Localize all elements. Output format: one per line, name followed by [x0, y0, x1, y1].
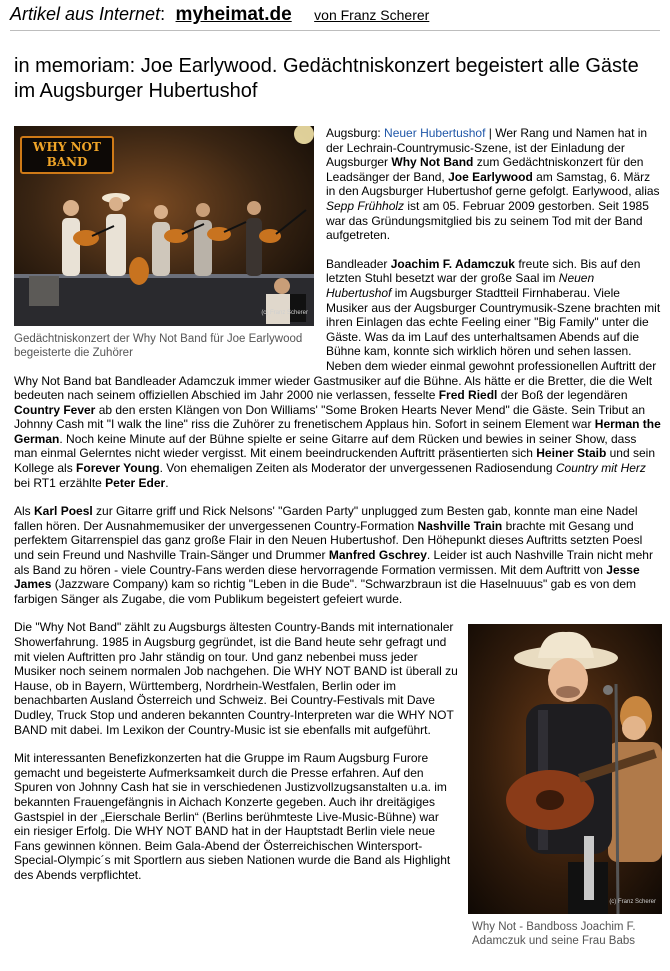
p2-text-9: bei RT1 erzählte — [14, 475, 106, 490]
p3-karl-poesl: Karl Poesl — [34, 504, 93, 519]
p2-text-1: Bandleader — [326, 256, 391, 271]
p2-fred-riedl: Fred Riedl — [438, 388, 498, 403]
p3-manfred-gschrey: Manfred Gschrey — [328, 548, 427, 563]
p2-text-3: im Augsburger Stadtteil Firnhaberau. Viele Musiker aus der Augsburger Countrymusik-Szene brachten mit ihren Einlagen das echte Feeling einer "Big Family" unter die Gäste. Was da im Lauf des unterhaltsamen Abends auf die Bühne kam, konnte sich wirklich hören und sehen lassen. Neben dem wieder einmal gewohnt professionellen Auftritt der Why Not Band bat Bandleader Adamczuk immer wieder Gastmusiker auf die Bühne. Als hätte er die Bretter, die die Welt bedeuten nach seinem offiziellen Abschied im Jahr 2000 nie verlassen, fesselte — [14, 285, 661, 403]
p2-text-7: und sein Kollege als — [14, 446, 655, 476]
p2-text-2: freute sich. Bis auf den letzten Stuhl besetzt war der große Saal im — [326, 256, 641, 286]
p2-text-6: . Noch keine Minute auf der Bühne spielte er seine Gitarre auf dem Rücken und bewies in seiner Show, dass man einmal Gelerntes nicht wieder vergisst. Mit einem beeindruckenden Auftritt präsentierten sich — [14, 431, 637, 461]
p1-band-name: Why Not Band — [391, 155, 474, 170]
p1-text-1: | Wer Rang und Namen hat in der Lechrain-Countrymusic-Szene, ist der Einladung der Augsburger — [326, 126, 648, 170]
p2-heiner-staib: Heiner Staib — [536, 446, 607, 461]
p3-text-1: Als — [14, 504, 35, 519]
duo-photo-figure — [468, 624, 662, 948]
p1-alias: Sepp Frühholz — [326, 198, 405, 213]
band-photo-figure — [14, 126, 314, 360]
band-banner-text: WHY NOT BAND — [33, 140, 101, 169]
p3-text-4: . Leider ist auch Nashville Train nicht mehr als Band zu hören - viele Country-Fans werden diese hervorragende Formation vermissen. Mit dem Auftritt von — [14, 548, 653, 577]
p3-text-5: (Jazzware Company) kam so richtig "Leben in die Bude". "Schwarzbraun ist die Haselnuuus" gab es von dem farbigen Sänger als Zugabe, die vom Publikum begeistert gefeiert wurde. — [14, 577, 637, 606]
p2-venue: Neuen Hubertushof — [326, 271, 595, 300]
p1-place: Augsburg: — [326, 126, 385, 140]
article-body — [14, 126, 662, 948]
p2-text-4: der Boß der legendären — [497, 388, 628, 403]
p2-forever-young: Forever Young — [76, 461, 160, 476]
p3-nashville-train: Nashville Train — [417, 518, 503, 533]
paragraph-4: Die "Why Not Band" zählt zu Augsburgs ältesten Country-Bands mit internationaler Showerfahrung. 1985 in Augsburg gegründet, ist die Band heute sehr gefragt und mit vielen Auftritten pro Jahr ständig on tour. Und ganz nebenbei muss jeder Musiker noch seinem normalen Job nachgehen. Die WHY NOT BAND ist überall zu Hause, ob in Bayern, Württemberg, Nordrhein-Westfalen, Berlin oder im benachbarten Ausland Österreich und Schweiz. Bei Country-Festivals mit Dave Dudley, Truck Stop und anderen bekannten Country-Interpreten war die WHY NOT BAND mit dabei. Im Lexikon der Country-Music ist sie ebenfalls mit aufgeführt. — [14, 620, 458, 737]
header-kicker: Artikel aus Internet — [10, 4, 161, 24]
p2-text-8: . Von ehemaligen Zeiten als Moderator der unvergessenen Radiosendung — [159, 461, 556, 476]
p2-text-5: ab den ersten Klängen von Don Williams' "Some Broken Hearts Never Mend" die Gäste. Sein Tribut an Johnny Cash mit "I walk the line" riss die Zuhörer zu frenetischem Applaus hin. Sofort in seinem Element war — [14, 402, 646, 432]
author-byline[interactable]: von Franz Scherer — [314, 7, 430, 23]
site-link[interactable]: myheimat.de — [175, 4, 292, 25]
p2-text-10: . — [165, 475, 169, 490]
band-photo[interactable] — [14, 126, 314, 326]
venue-link[interactable]: Neuer Hubertushof — [384, 126, 486, 140]
paragraph-5: Mit interessanten Benefizkonzerten hat die Gruppe im Raum Augsburg Furore gemacht und begeisterte Aufmerksamkeit durch die Presse erfahren. Auf den Spuren von Johnny Cash hat sie in verschiedenen Justizvollzugsanstalten u.a. im bekannten Frauengefängnis in Aichach Konzerte gegeben. Auch ihr dreitägiges Gastspiel in der „Eierschale Berlin“ (Berlins berühmteste Live-Music-Bühne) war ein riesiger Erfolg. Die WHY NOT BAND hat in der Hauptstadt Berlin viele neue Fans gewinnen können. Beim Gala-Abend der Österreichischen Wintersport-Special-Olympic´s mit Sportlern aus sieben Nationen wurde die Band als Highlight des Abends verpflichtet. — [14, 751, 451, 882]
p2-radio-show: Country mit Herz — [555, 461, 646, 476]
photo-caption-left: Gedächtniskonzert der Why Not Band für Joe Earlywood begeisterte die Zuhörer — [14, 333, 303, 359]
p2-herman: Herman the German — [14, 417, 661, 446]
photo-caption-right: Why Not - Bandboss Joachim F. Adamczuk und seine Frau Babs — [472, 921, 636, 948]
photo-credit-right: (c) Franz Scherer — [609, 898, 656, 905]
p1-text-2: zum Gedächtniskonzert für den Leadsänger der Band, — [326, 155, 644, 184]
p2-country-fever: Country Fever — [14, 402, 96, 417]
article-title: in memoriam: Joe Earlywood. Gedächtniskonzert begeistert alle Gäste im Augsburger Hubertushof — [14, 55, 639, 102]
band-banner-logo — [20, 136, 114, 174]
p2-bandleader: Joachim F. Adamczuk — [390, 256, 515, 271]
p2-peter-eder: Peter Eder — [105, 475, 166, 490]
paragraph-3 — [14, 504, 662, 606]
p1-text-4: ist am 05. Februar 2009 gestorben. Seit 1985 war das Gründungsmitglied bis zu seinem Tod mit der Band aufgetreten. — [326, 198, 649, 243]
duo-photo[interactable] — [468, 624, 662, 914]
p3-jesse-james: Jesse James — [14, 562, 640, 592]
photo-credit: (c) Franz Scherer — [261, 310, 308, 317]
p1-text-3: am Samstag, 6. März in den Augsburger Hubertushof gerne gefolgt. Earlywood, alias — [326, 169, 660, 199]
p3-text-3: brachte mit Gesang und perfektem Gitarrenspiel das ganz große Flair in den Neuen Hubertushof. Den Höhepunkt dieses Auftritts setzten Poesl und sein Freund und Nashville Train-Sänger und Drummer — [14, 518, 643, 563]
article-header — [10, 4, 660, 31]
p3-text-2: zur Gitarre griff und Rick Nelsons' "Garden Party" unplugged zum Besten gab, konnte man eine Nadel fallen hören. Der Ausnahmemusiker der unvergessenen Country-Formation — [14, 504, 638, 533]
duo-photo-image — [468, 624, 662, 914]
header-colon: : — [160, 4, 166, 24]
p1-singer-name: Joe Earlywood — [448, 169, 533, 184]
